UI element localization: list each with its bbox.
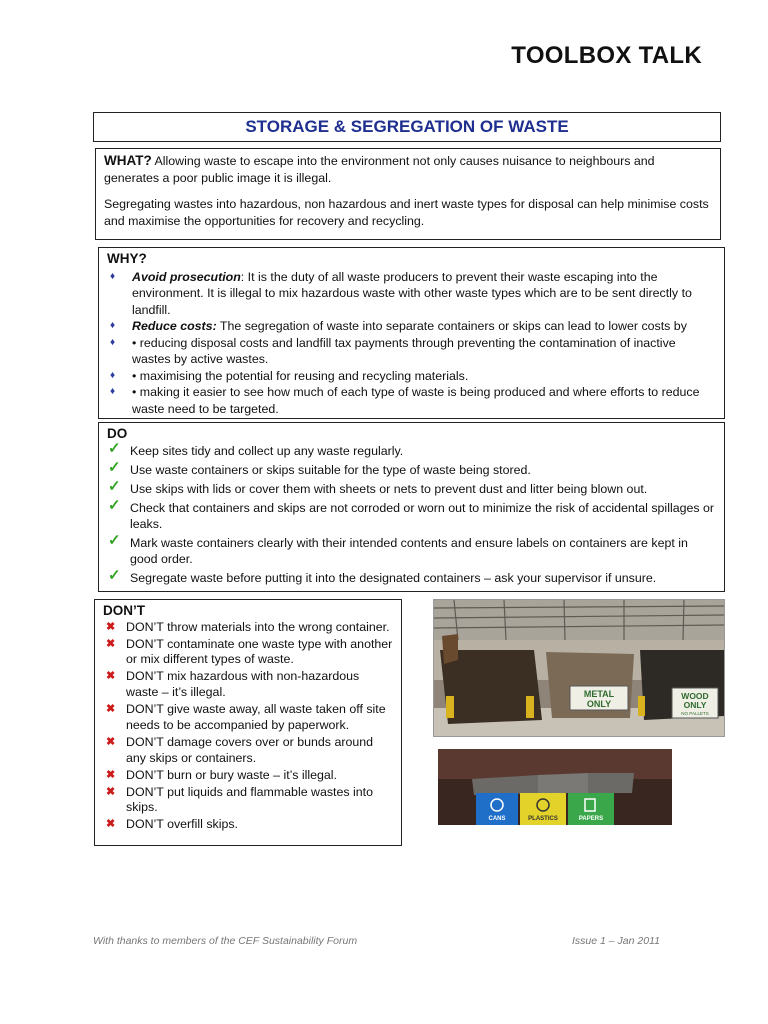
why-item: ♦ Reduce costs: The segregation of waste into separate containers or skips can lead to lower costs by <box>110 319 687 333</box>
wood-sign-line2: ONLY <box>683 700 707 710</box>
dont-item: ✖ DON’T contaminate one waste type with another or mix different types of waste. <box>106 636 393 667</box>
why-list <box>107 269 716 418</box>
cross-icon: ✖ <box>106 670 116 683</box>
what-text: Allowing waste to escape into the environment not only causes nuisance to neighbours and generates a poor public image it is illegal. <box>104 154 655 185</box>
cross-icon: ✖ <box>106 620 116 633</box>
check-icon: ✓ <box>108 532 121 550</box>
diamond-bullet-icon: ♦ <box>110 320 116 331</box>
dont-item: ✖ DON’T throw materials into the wrong container. <box>106 619 390 634</box>
cans-label: CANS <box>488 816 506 822</box>
wood-sign-line3: NO PALLETS <box>681 711 709 716</box>
wood-sign-line1: WOOD <box>681 691 709 701</box>
check-icon: ✓ <box>108 440 121 458</box>
recycling-bins-photo <box>438 749 672 825</box>
what-label: WHAT? <box>104 153 152 168</box>
metal-sign-line1: METAL <box>583 689 615 699</box>
dont-item: ✖ DON’T overfill skips. <box>106 817 238 832</box>
what-text-2: Segregating wastes into hazardous, non hazardous and inert waste types for disposal can help minimise costs and maximise the opportunities for recovery and recycling. <box>104 197 709 228</box>
papers-label: PAPERS <box>578 816 604 822</box>
dont-list <box>103 620 393 833</box>
do-label: DO <box>107 426 128 441</box>
dont-item: ✖ DON’T burn or bury waste – it’s illegal. <box>106 767 337 782</box>
cross-icon: ✖ <box>106 703 116 716</box>
cross-icon: ✖ <box>106 768 116 781</box>
why-label: WHY? <box>107 251 147 266</box>
do-item: ✓ Segregate waste before putting it into the designated containers – ask your supervisor if unsure. <box>108 567 657 586</box>
check-icon: ✓ <box>108 459 121 477</box>
do-item: ✓ Check that containers and skips are not corroded or worn out to minimize the risk of accidental spillages or leaks. <box>108 496 715 532</box>
why-section <box>98 247 725 419</box>
diamond-bullet-icon: ♦ <box>110 270 116 282</box>
do-section <box>98 422 725 592</box>
footer-credit: With thanks to members of the CEF Sustainability Forum <box>93 935 358 947</box>
document-title: TOOLBOX TALK <box>511 42 702 69</box>
check-icon: ✓ <box>108 567 121 585</box>
dont-item: ✖ DON’T give waste away, all waste taken off site needs to be accompanied by paperwork. <box>106 702 386 732</box>
diamond-bullet-icon: ♦ <box>110 336 116 348</box>
why-item: ♦ • maximising the potential for reusing and recycling materials. <box>110 368 469 383</box>
dont-item: ✖ DON’T damage covers over or bunds around any skips or containers. <box>106 734 374 765</box>
metal-sign-line2: ONLY <box>586 699 612 709</box>
do-item: ✓ Use skips with lids or cover them with sheets or nets to prevent dust and litter being blown out. <box>108 478 648 497</box>
footer-issue: Issue 1 – Jan 2011 <box>572 935 660 947</box>
why-item: ♦ Avoid prosecution: It is the duty of all waste producers to prevent their waste escaping into the environment. It is illegal to mix hazardous waste with other waste types which are to be sent directly to landfill. <box>110 269 692 317</box>
dont-section <box>94 599 402 846</box>
why-item: ♦ • reducing disposal costs and landfill tax payments through preventing the contamination of inactive wastes by active wastes. <box>110 335 676 366</box>
why-item: ♦ • making it easier to see how much of each type of waste is being produced and where efforts to reduce waste need to be targeted. <box>110 385 700 416</box>
check-icon: ✓ <box>108 496 121 514</box>
do-item: ✓ Keep sites tidy and collect up any waste regularly. <box>108 440 404 459</box>
diamond-bullet-icon: ♦ <box>110 369 116 381</box>
plastics-label: PLASTICS <box>528 816 558 822</box>
do-list <box>107 440 716 586</box>
cross-icon: ✖ <box>106 735 116 748</box>
dont-label: DON’T <box>103 603 145 618</box>
cross-icon: ✖ <box>106 785 116 798</box>
do-item: ✓ Use waste containers or skips suitable for the type of waste being stored. <box>108 459 531 478</box>
skips-photo <box>433 599 725 737</box>
do-item: ✓ Mark waste containers clearly with their intended contents and ensure labels on containers are kept in good order. <box>108 532 688 567</box>
main-heading: STORAGE & SEGREGATION OF WASTE <box>93 112 721 142</box>
cross-icon: ✖ <box>106 818 116 831</box>
dont-item: ✖ DON’T put liquids and flammable wastes into skips. <box>106 784 374 815</box>
cross-icon: ✖ <box>106 637 116 650</box>
dont-item: ✖ DON’T mix hazardous with non-hazardous waste – it’s illegal. <box>106 669 360 700</box>
check-icon: ✓ <box>108 478 121 496</box>
diamond-bullet-icon: ♦ <box>110 386 116 397</box>
what-section <box>95 148 721 240</box>
